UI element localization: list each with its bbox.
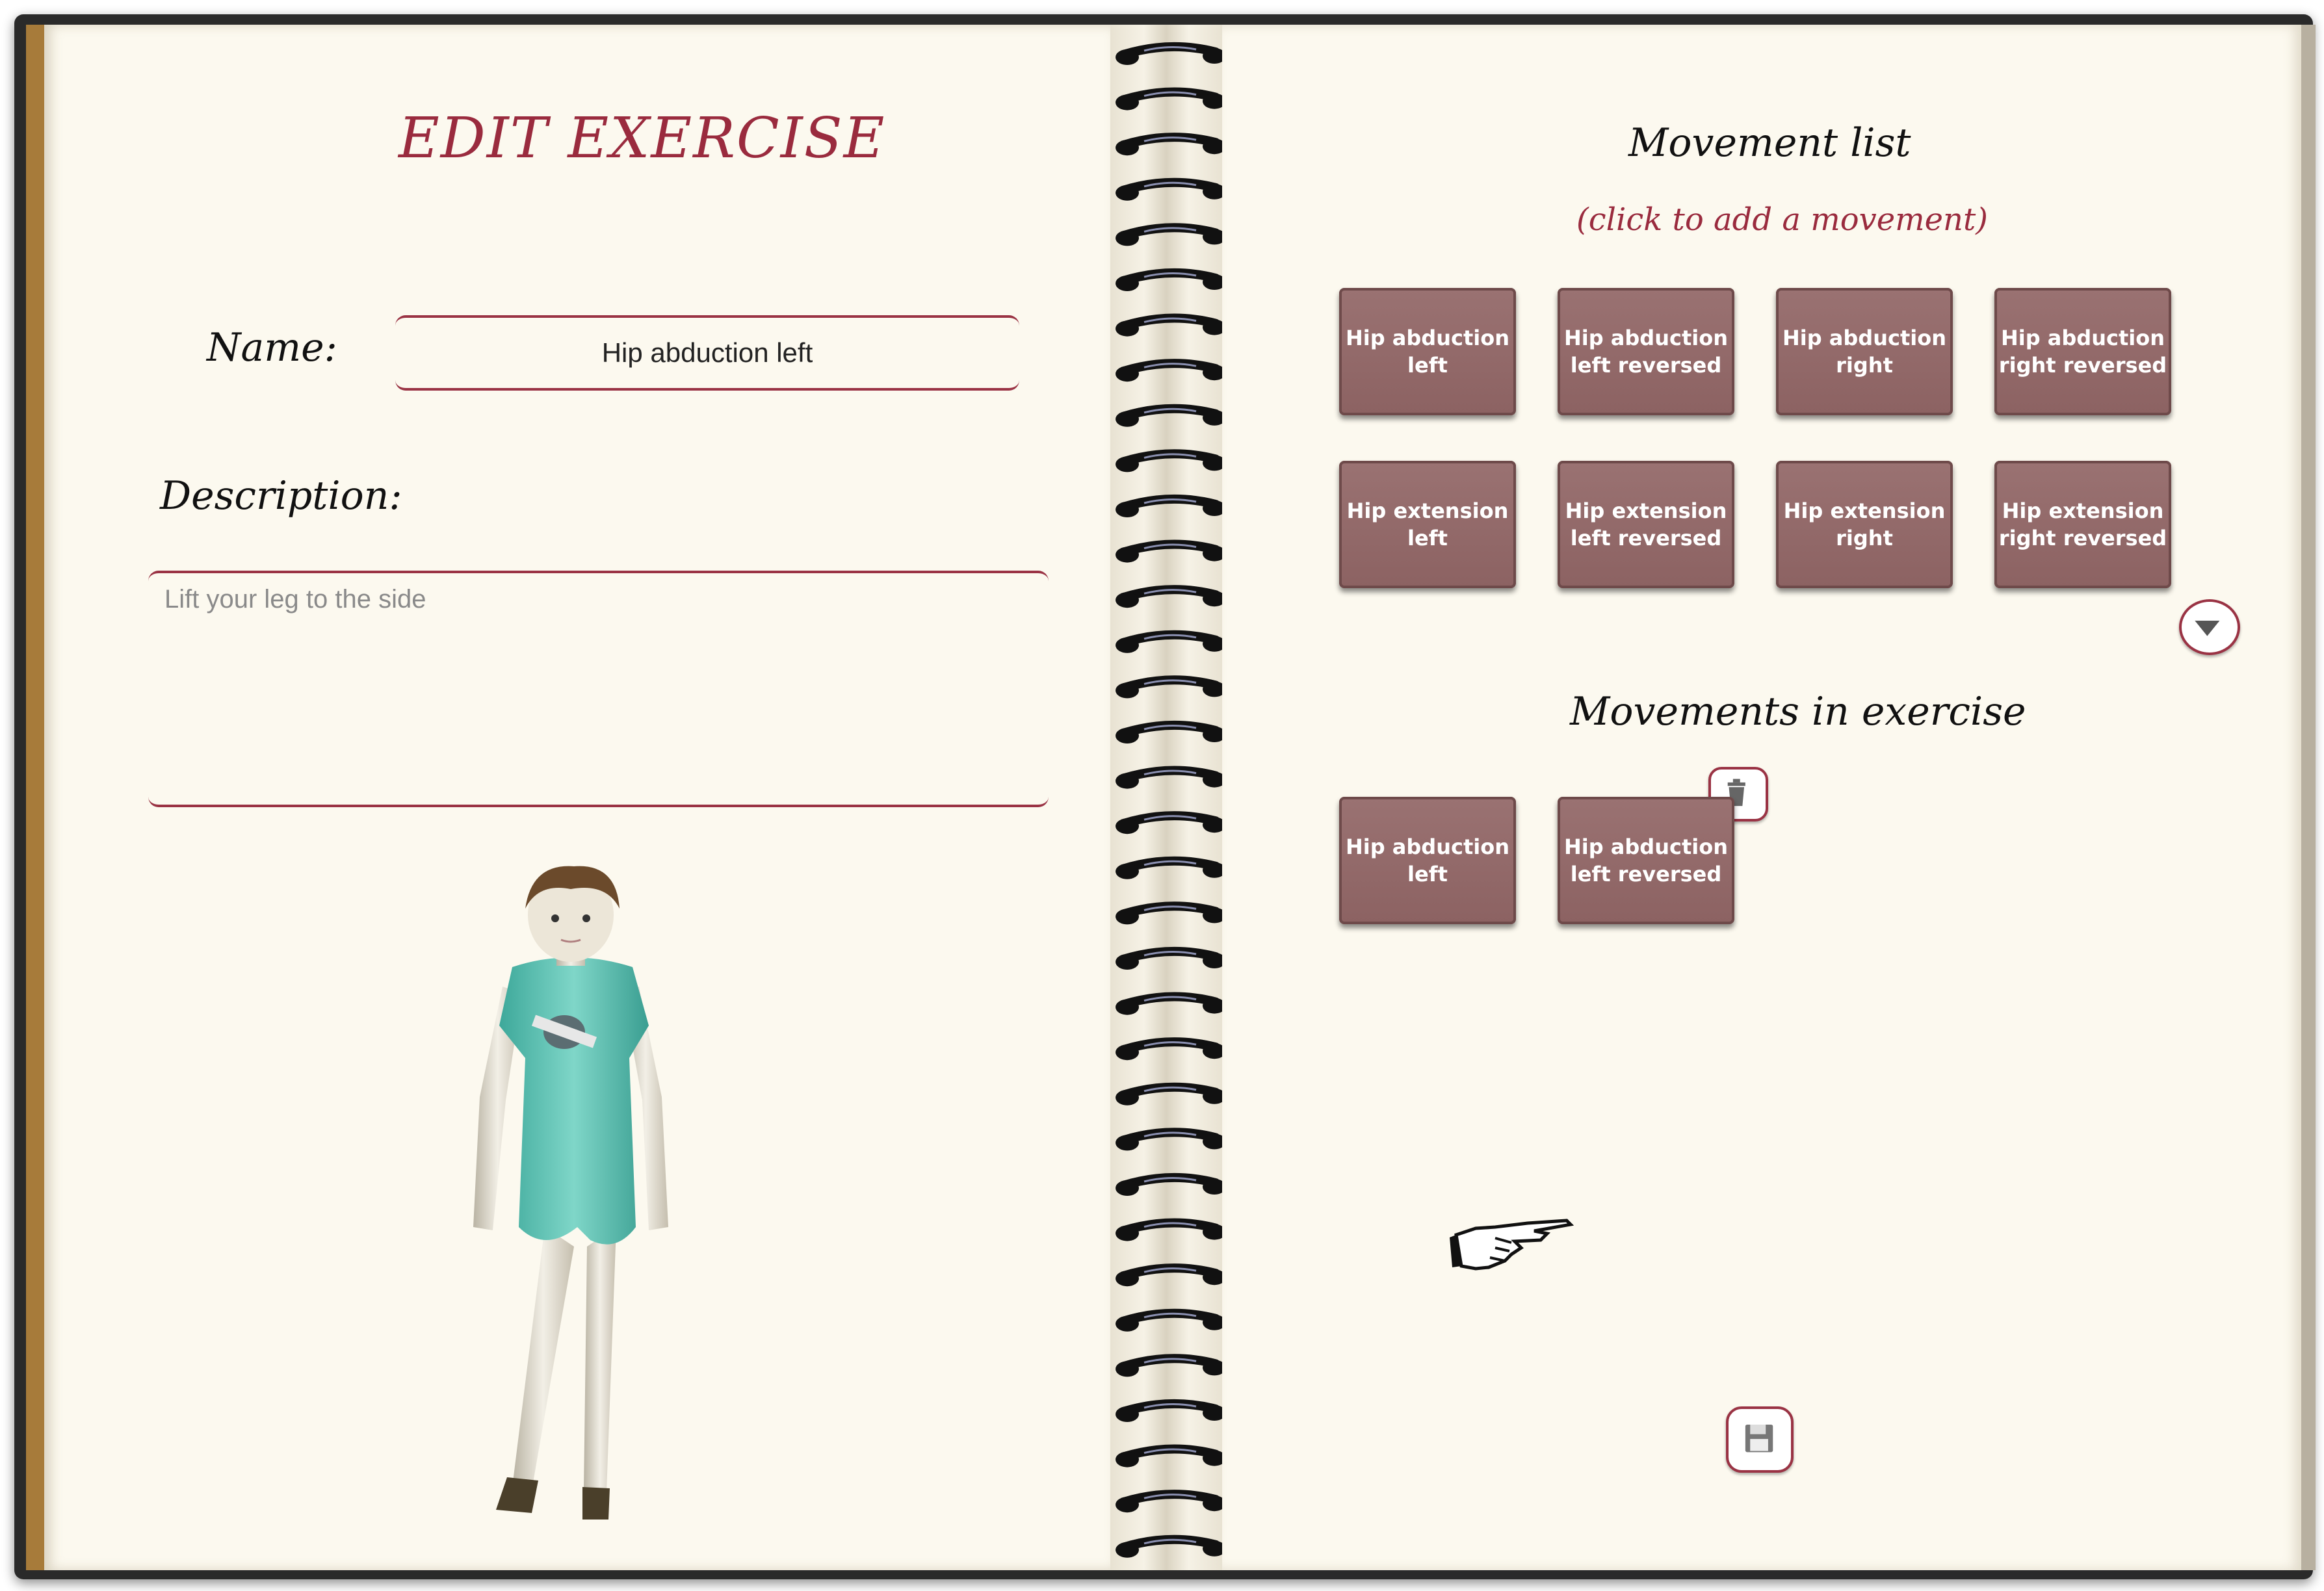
spiral-ring (1116, 363, 1226, 382)
movement-button[interactable]: Hip abduction left reversed (1558, 288, 1734, 415)
movement-list-hint: (click to add a movement) (1576, 201, 1988, 238)
right-page (1222, 25, 2316, 1570)
spiral-ring (1116, 680, 1226, 698)
spiral-ring (1116, 545, 1226, 563)
spiral-ring (1116, 499, 1226, 517)
left-page (26, 25, 1110, 1570)
spiral-ring (1116, 1042, 1226, 1060)
avatar-3d-figure (434, 863, 746, 1526)
movement-button[interactable]: Hip abduction right reversed (1994, 288, 2171, 415)
spiral-ring (1116, 454, 1226, 472)
spiral-ring (1116, 861, 1226, 879)
spiral-ring (1116, 725, 1226, 744)
spiral-ring (1116, 1494, 1226, 1512)
floppy-disk-icon (1729, 1409, 1791, 1470)
spiral-ring (1116, 183, 1226, 201)
page-title: EDIT EXERCISE (398, 106, 886, 171)
movement-button[interactable]: Hip abduction left (1339, 797, 1516, 924)
movement-button[interactable]: Hip extension left (1339, 461, 1516, 588)
movement-button[interactable]: Hip extension right (1776, 461, 1953, 588)
spiral-ring (1116, 318, 1226, 337)
spiral-ring (1116, 47, 1226, 65)
spiral-ring (1116, 92, 1226, 110)
spiral-binding (1105, 26, 1235, 1570)
spiral-ring (1116, 1223, 1226, 1241)
description-label: Description: (160, 473, 402, 519)
name-value: Hip abduction left (601, 337, 813, 368)
spiral-ring (1116, 1313, 1226, 1332)
spiral-ring (1116, 997, 1226, 1015)
spiral-ring (1116, 951, 1226, 970)
spiral-ring (1116, 409, 1226, 427)
movement-list-title: Movement list (1628, 120, 1911, 166)
spiral-ring (1116, 1178, 1226, 1196)
spiral-ring (1116, 1449, 1226, 1468)
spiral-ring (1116, 771, 1226, 789)
movements-in-exercise-title: Movements in exercise (1570, 689, 2026, 734)
spiral-ring (1116, 1268, 1226, 1286)
spiral-ring (1116, 1087, 1226, 1106)
spiral-ring (1116, 906, 1226, 924)
movement-button[interactable]: Hip abduction left reversed (1558, 797, 1734, 924)
movement-button[interactable]: Hip abduction right (1776, 288, 1953, 415)
scroll-down-button[interactable] (2179, 599, 2240, 655)
movement-button[interactable]: Hip abduction left (1339, 288, 1516, 415)
description-value: Lift your leg to the side (164, 585, 426, 614)
movement-button[interactable]: Hip extension right reversed (1994, 461, 2171, 588)
name-field[interactable] (395, 315, 1019, 391)
pointing-hand-icon (1450, 1209, 1580, 1280)
spiral-ring (1116, 137, 1226, 155)
spiral-ring (1116, 1540, 1226, 1558)
spiral-ring (1116, 589, 1226, 608)
spiral-ring (1116, 227, 1226, 246)
save-button[interactable] (1726, 1406, 1794, 1473)
spiral-ring (1116, 816, 1226, 834)
chevron-down-icon (2182, 602, 2238, 653)
spiral-ring (1116, 1404, 1226, 1422)
description-field[interactable] (148, 571, 1049, 807)
spiral-ring (1116, 1358, 1226, 1377)
spiral-ring (1116, 273, 1226, 291)
name-label: Name: (207, 325, 337, 370)
movement-button[interactable]: Hip extension left reversed (1558, 461, 1734, 588)
spiral-ring (1116, 1132, 1226, 1150)
spiral-ring (1116, 635, 1226, 653)
